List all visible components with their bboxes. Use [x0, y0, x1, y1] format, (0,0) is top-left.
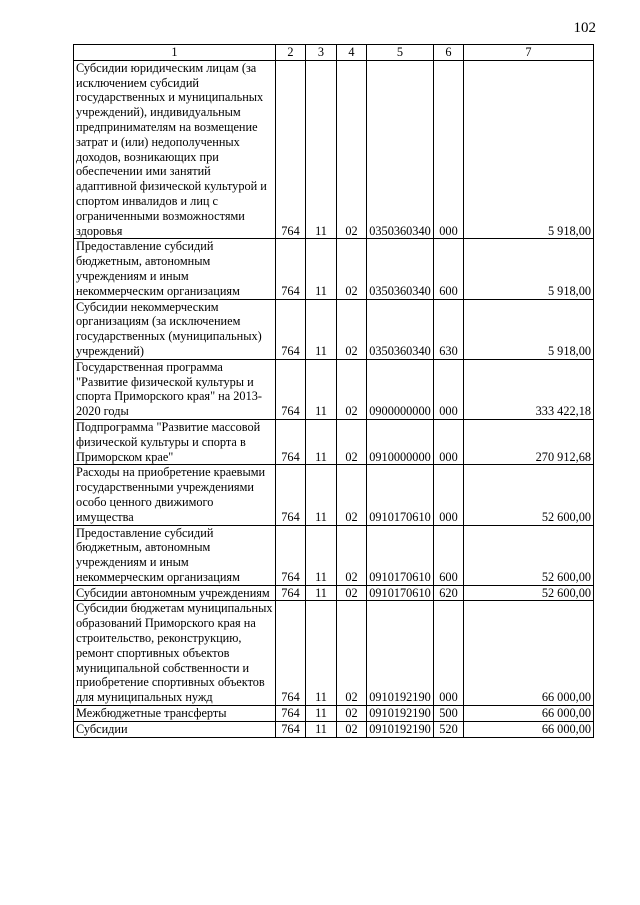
ministry-code: 764 [276, 239, 306, 299]
table-row [74, 585, 594, 601]
section-code: 11 [306, 359, 337, 419]
subsection-code: 02 [337, 359, 367, 419]
expense-type-code: 500 [434, 706, 464, 722]
expense-type-code: 620 [434, 585, 464, 601]
expense-type-code: 630 [434, 299, 464, 359]
subsection-code: 02 [337, 525, 367, 585]
amount: 52 600,00 [464, 465, 594, 525]
section-code: 11 [306, 721, 337, 737]
row-name: Субсидии юридическим лицам (за исключением субсидий государственных и муниципальных учреждений), индивидуальным предпринимателям на возмещение затрат и (или) недополученных доходов, возникающих при обеспечении ими занятий адаптивной физической культурой и спортом инвалидов и лиц с ограниченными возможностями здоровья [74, 60, 276, 239]
amount: 52 600,00 [464, 525, 594, 585]
subsection-code: 02 [337, 60, 367, 239]
target-item-code: 0910192190 [367, 706, 434, 722]
amount: 5 918,00 [464, 239, 594, 299]
expense-type-code: 520 [434, 721, 464, 737]
table-body [74, 60, 594, 737]
expense-type-code: 600 [434, 239, 464, 299]
expense-type-code: 000 [434, 359, 464, 419]
table-row [74, 239, 594, 299]
header-row [74, 45, 594, 61]
section-code: 11 [306, 465, 337, 525]
section-code: 11 [306, 601, 337, 706]
target-item-code: 0910170610 [367, 585, 434, 601]
ministry-code: 764 [276, 585, 306, 601]
subsection-code: 02 [337, 239, 367, 299]
table-row [74, 465, 594, 525]
expense-type-code: 000 [434, 601, 464, 706]
column-header: 2 [276, 45, 306, 61]
amount: 5 918,00 [464, 299, 594, 359]
column-header: 4 [337, 45, 367, 61]
target-item-code: 0350360340 [367, 60, 434, 239]
amount: 333 422,18 [464, 359, 594, 419]
row-name: Субсидии автономным учреждениям [74, 585, 276, 601]
column-header: 3 [306, 45, 337, 61]
target-item-code: 0910170610 [367, 465, 434, 525]
expense-type-code: 000 [434, 465, 464, 525]
ministry-code: 764 [276, 299, 306, 359]
row-name: Подпрограмма "Развитие массовой физической культуры и спорта в Приморском крае" [74, 419, 276, 464]
ministry-code: 764 [276, 359, 306, 419]
ministry-code: 764 [276, 419, 306, 464]
table-row [74, 359, 594, 419]
ministry-code: 764 [276, 706, 306, 722]
page-number: 102 [573, 20, 596, 36]
subsection-code: 02 [337, 721, 367, 737]
subsection-code: 02 [337, 299, 367, 359]
column-header: 7 [464, 45, 594, 61]
amount: 66 000,00 [464, 721, 594, 737]
row-name: Расходы на приобретение краевыми государственными учреждениями особо ценного движимого имущества [74, 465, 276, 525]
ministry-code: 764 [276, 601, 306, 706]
target-item-code: 0350360340 [367, 239, 434, 299]
column-header: 1 [74, 45, 276, 61]
amount: 5 918,00 [464, 60, 594, 239]
subsection-code: 02 [337, 585, 367, 601]
row-name: Предоставление субсидий бюджетным, автономным учреждениям и иным некоммерческим организациям [74, 239, 276, 299]
amount: 66 000,00 [464, 601, 594, 706]
row-name: Государственная программа "Развитие физической культуры и спорта Приморского края" на 2013-2020 годы [74, 359, 276, 419]
ministry-code: 764 [276, 525, 306, 585]
subsection-code: 02 [337, 419, 367, 464]
expense-type-code: 000 [434, 60, 464, 239]
ministry-code: 764 [276, 465, 306, 525]
target-item-code: 0910192190 [367, 721, 434, 737]
row-name: Предоставление субсидий бюджетным, автономным учреждениям и иным некоммерческим организациям [74, 525, 276, 585]
column-header: 6 [434, 45, 464, 61]
section-code: 11 [306, 525, 337, 585]
ministry-code: 764 [276, 721, 306, 737]
subsection-code: 02 [337, 601, 367, 706]
section-code: 11 [306, 419, 337, 464]
row-name: Межбюджетные трансферты [74, 706, 276, 722]
section-code: 11 [306, 585, 337, 601]
table-row [74, 601, 594, 706]
subsection-code: 02 [337, 706, 367, 722]
target-item-code: 0900000000 [367, 359, 434, 419]
amount: 270 912,68 [464, 419, 594, 464]
table-row [74, 721, 594, 737]
ministry-code: 764 [276, 60, 306, 239]
section-code: 11 [306, 239, 337, 299]
row-name: Субсидии [74, 721, 276, 737]
row-name: Субсидии некоммерческим организациям (за исключением государственных (муниципальных) учреждений) [74, 299, 276, 359]
target-item-code: 0910000000 [367, 419, 434, 464]
column-header: 5 [367, 45, 434, 61]
target-item-code: 0910170610 [367, 525, 434, 585]
amount: 66 000,00 [464, 706, 594, 722]
budget-table [73, 44, 594, 738]
section-code: 11 [306, 299, 337, 359]
table-row [74, 706, 594, 722]
table-row [74, 525, 594, 585]
table-row [74, 60, 594, 239]
row-name: Субсидии бюджетам муниципальных образований Приморского края на строительство, реконструкцию, ремонт спортивных объектов муниципальной собственности и приобретение спортивных объектов для муниципальных нужд [74, 601, 276, 706]
table-row [74, 419, 594, 464]
subsection-code: 02 [337, 465, 367, 525]
expense-type-code: 600 [434, 525, 464, 585]
section-code: 11 [306, 706, 337, 722]
target-item-code: 0350360340 [367, 299, 434, 359]
expense-type-code: 000 [434, 419, 464, 464]
section-code: 11 [306, 60, 337, 239]
target-item-code: 0910192190 [367, 601, 434, 706]
amount: 52 600,00 [464, 585, 594, 601]
table-row [74, 299, 594, 359]
